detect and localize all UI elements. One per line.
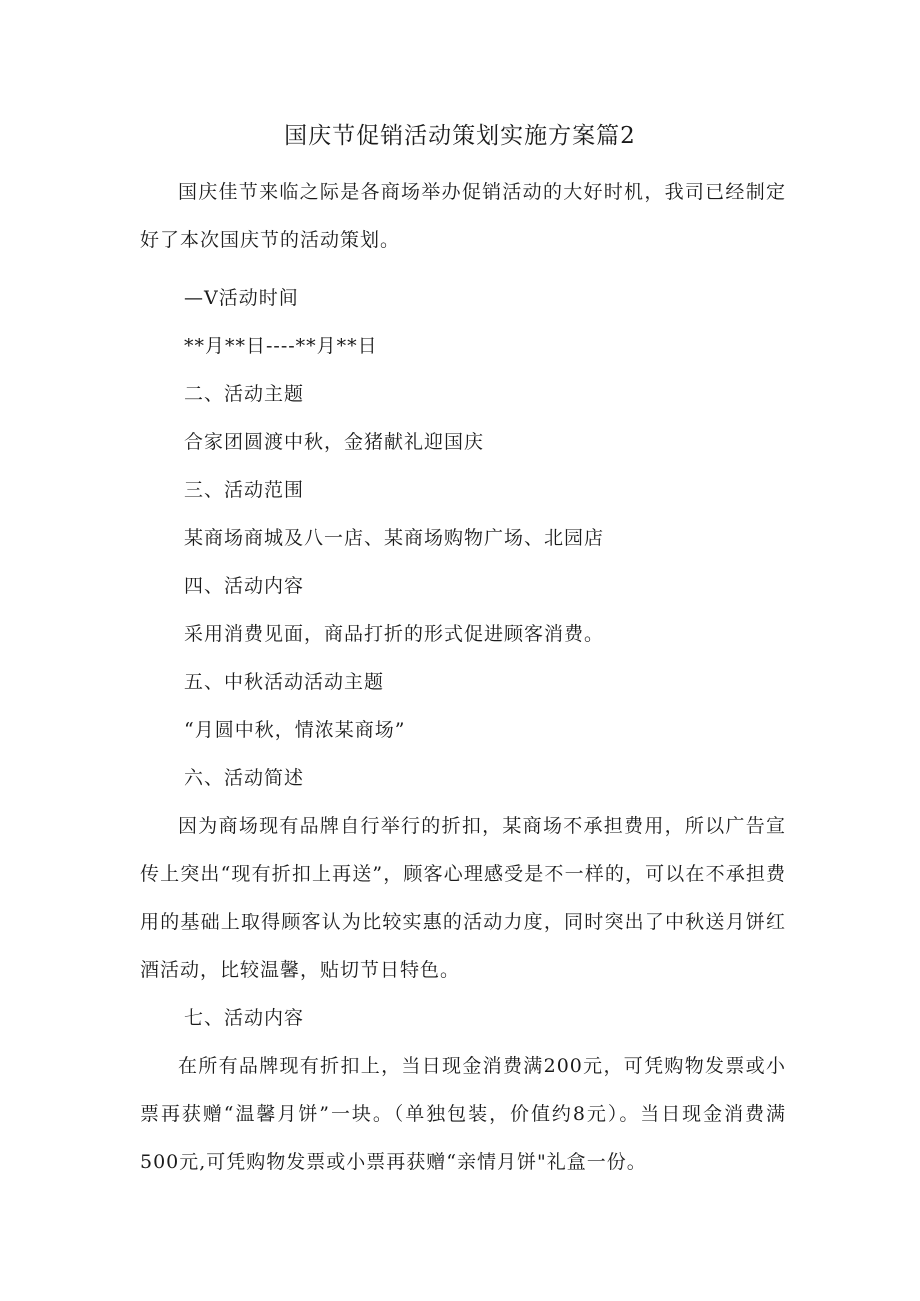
intro-paragraph: 国庆佳节来临之际是各商场举办促销活动的大好时机，我司已经制定好了本次国庆节的活动策划。 <box>140 181 786 251</box>
section-4-text: 采用消费见面，商品打折的形式促进顾客消费。 <box>184 623 605 645</box>
section-6-heading: 六、活动简述 <box>184 767 305 789</box>
document-body <box>140 168 786 1186</box>
section-1-heading: —V活动时间 <box>184 287 299 309</box>
section-3-text: 某商场商城及八一店、某商场购物广场、北园店 <box>184 527 605 549</box>
section-4-heading: 四、活动内容 <box>184 575 305 597</box>
section-5-text: “月圆中秋，情浓某商场” <box>184 719 406 741</box>
section-5-heading: 五、中秋活动活动主题 <box>184 671 385 693</box>
section-1-text: **月**日----**月**日 <box>184 335 378 357</box>
section-7-heading: 七、活动内容 <box>184 1007 305 1029</box>
section-6-paragraph: 因为商场现有品牌自行举行的折扣，某商场不承担费用，所以广告宣传上突出“现有折扣上再送”，顾客心理感受是不一样的，可以在不承担费用的基础上取得顾客认为比较实惠的活动力度，同时突出了中秋送月饼红酒活动，比较温馨，贴切节日特色。 <box>140 815 786 981</box>
section-7-paragraph: 在所有品牌现有折扣上，当日现金消费满200元，可凭购物发票或小票再获赠“温馨月饼”一块。（单独包装，价值约8元）。当日现金消费满500元,可凭购物发票或小票再获赠“亲情月饼"礼盒一份。 <box>140 1055 786 1173</box>
section-2-text: 合家团圆渡中秋，金猪献礼迎国庆 <box>184 431 485 453</box>
section-3-heading: 三、活动范围 <box>184 479 305 501</box>
section-2-heading: 二、活动主题 <box>184 383 305 405</box>
page-title: 国庆节促销活动策划实施方案篇2 <box>284 123 636 149</box>
